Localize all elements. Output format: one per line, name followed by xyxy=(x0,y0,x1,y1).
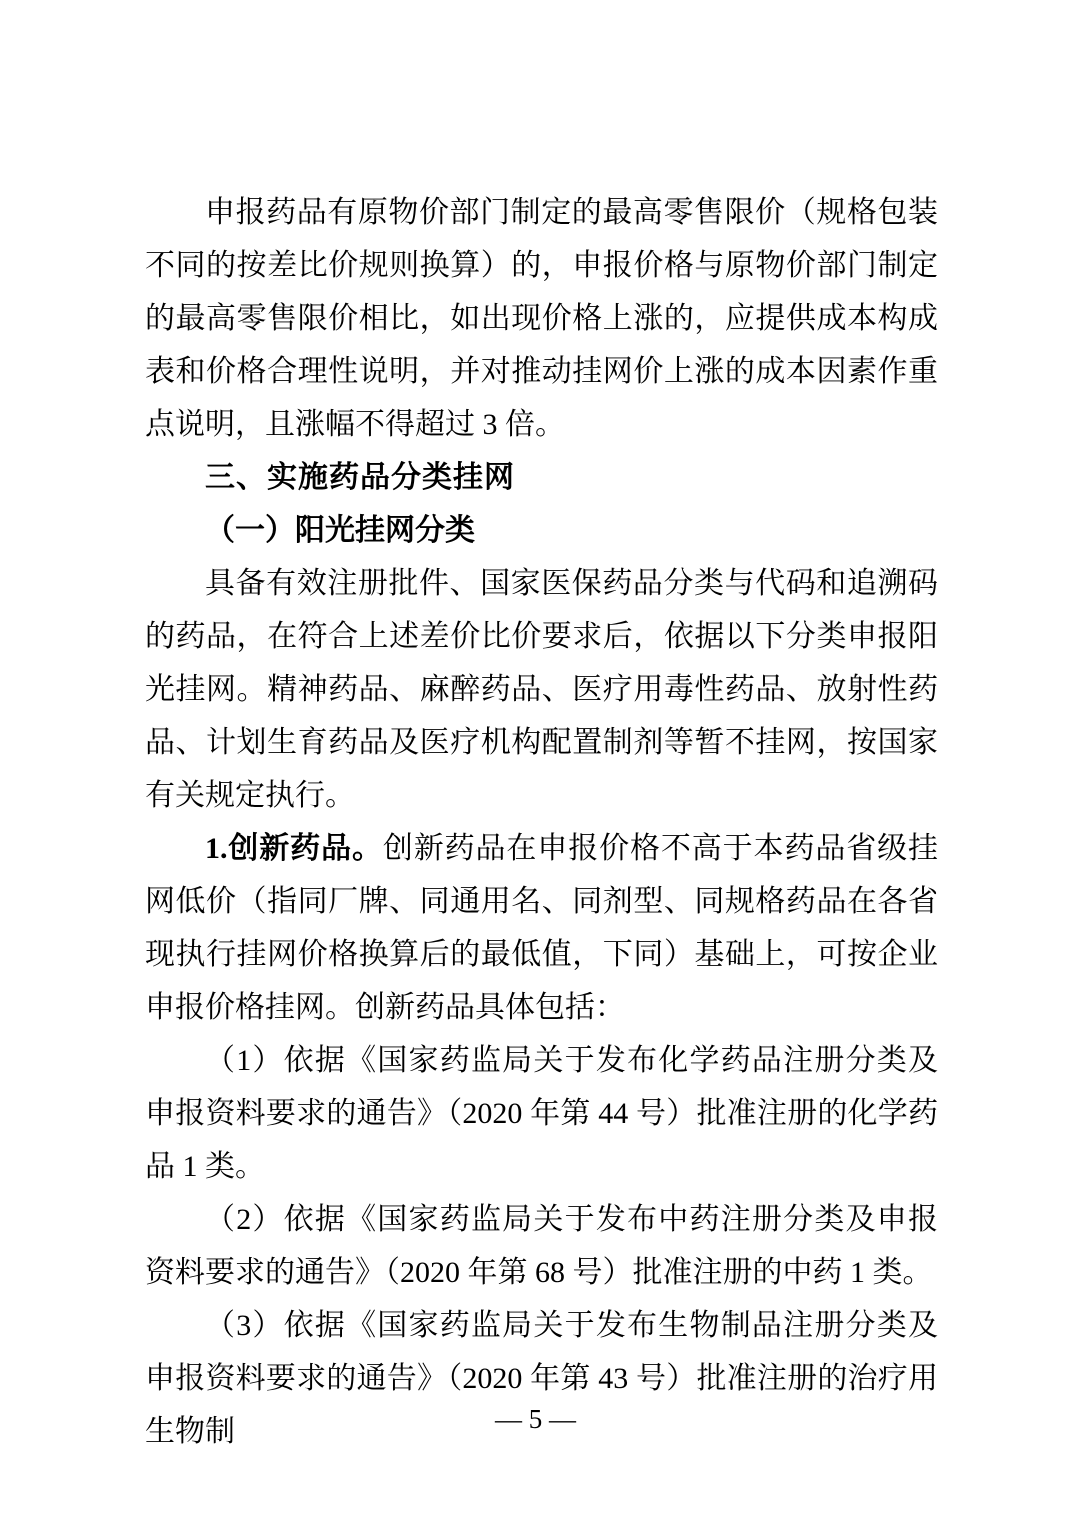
paragraph-price-limit: 申报药品有原物价部门制定的最高零售限价（规格包装不同的按差比价规则换算）的，申报价格与原物价部门制定的最高零售限价相比，如出现价格上涨的，应提供成本构成表和价格合理性说明，并对推动挂网价上涨的成本因素作重点说明，且涨幅不得超过 3 倍。 xyxy=(145,196,938,441)
page-footer xyxy=(0,1399,1071,1439)
sub-heading: （一）阳光挂网分类 xyxy=(205,514,475,547)
list-item-biological-products: （3）依据《国家药监局关于发布生物制品注册分类及申报资料要求的通告》（2020 年第 43 号）批准注册的治疗用生物制 xyxy=(145,1309,938,1448)
paragraph-classification: 具备有效注册批件、国家医保药品分类与代码和追溯码的药品，在符合上述差价比价要求后，依据以下分类申报阳光挂网。精神药品、麻醉药品、医疗用毒性药品、放射性药品、计划生育药品及医疗机构配置制剂等暂不挂网，按国家有关规定执行。 xyxy=(145,567,938,812)
section-heading: 三、实施药品分类挂网 xyxy=(205,461,515,494)
page-number: — 5 — xyxy=(495,1404,576,1434)
innovative-drugs-text: 创新药品在申报价格不高于本药品省级挂网低价（指同厂牌、同通用名、同剂型、同规格药品在各省现执行挂网价格换算后的最低值，下同）基础上，可按企业申报价格挂网。创新药品具体包括： xyxy=(145,832,939,1024)
innovative-drugs-lead: 1.创新药品。 xyxy=(205,832,383,865)
document-body xyxy=(145,186,938,1458)
list-item-chemical-drugs: （1）依据《国家药监局关于发布化学药品注册分类及申报资料要求的通告》（2020 年第 44 号）批准注册的化学药品 1 类。 xyxy=(145,1044,938,1183)
paragraph-innovative-drugs xyxy=(145,822,938,1034)
list-item-tcm-drugs: （2）依据《国家药监局关于发布中药注册分类及申报资料要求的通告》（2020 年第 68 号）批准注册的中药 1 类。 xyxy=(145,1203,938,1289)
